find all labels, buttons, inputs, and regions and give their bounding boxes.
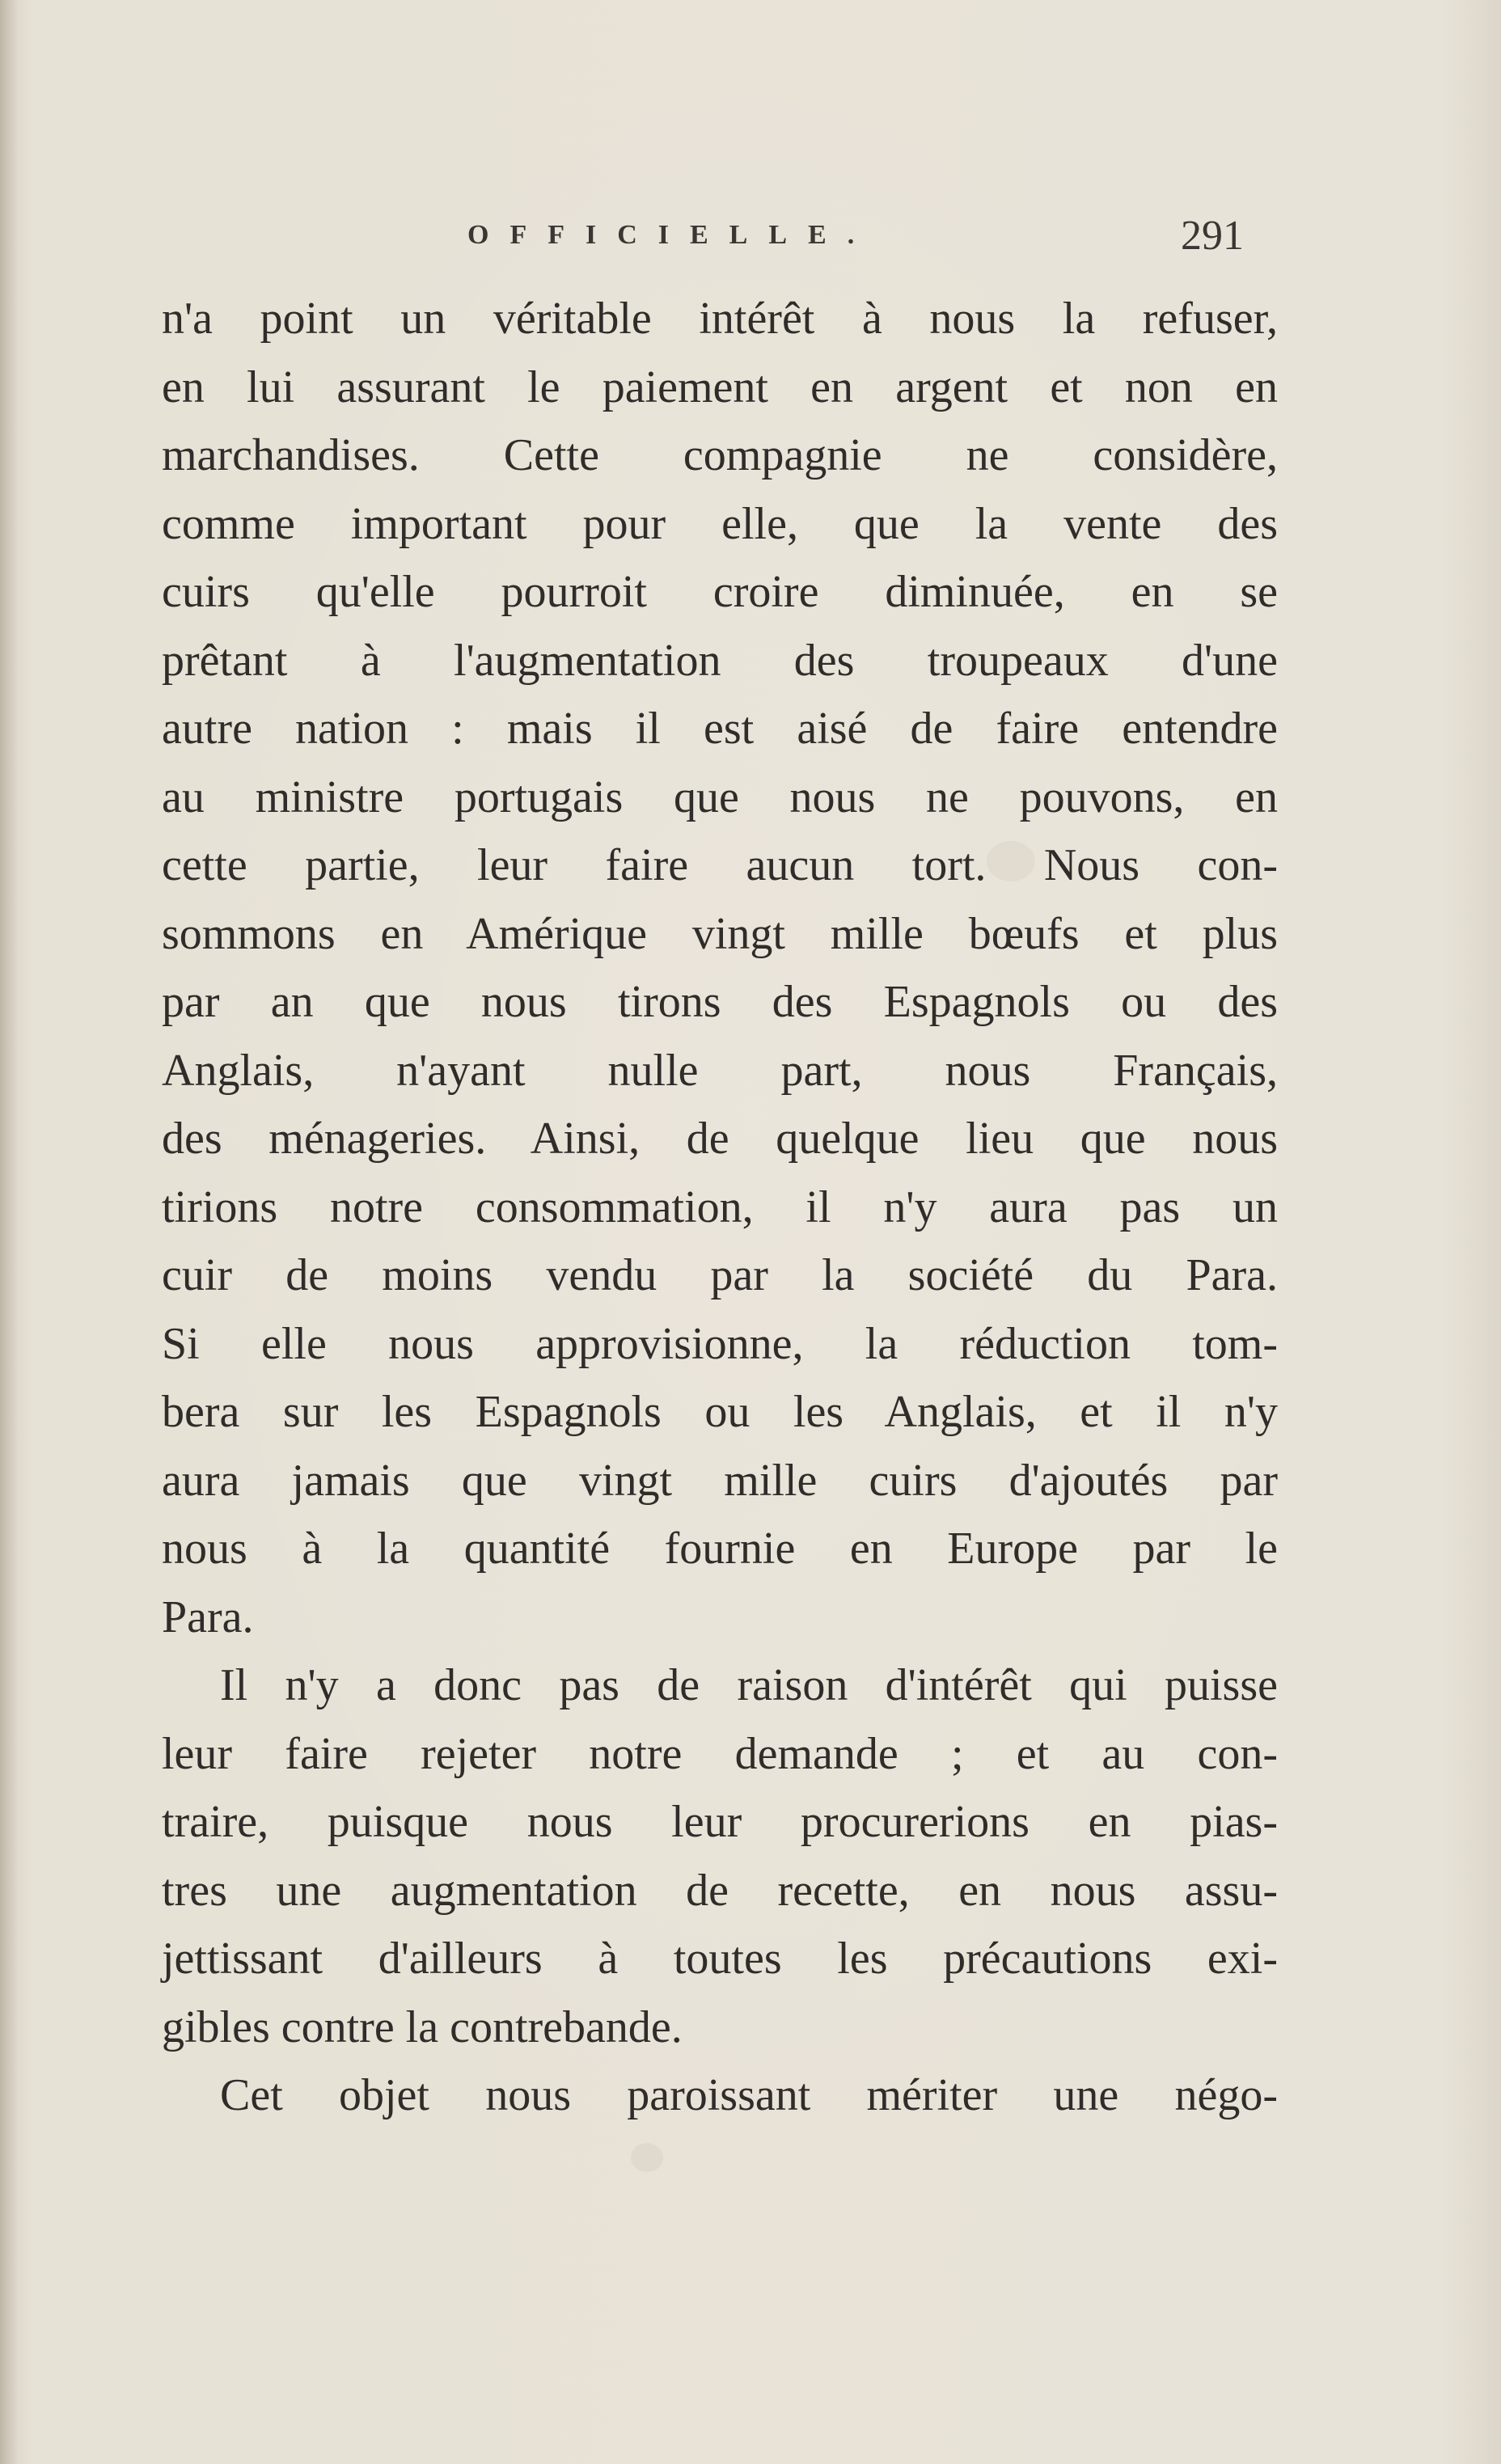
text-line: Cet objet nous paroissant mériter une négo- [220,2070,1278,2120]
text-line: autre nation : mais il est aisé de faire entendre [162,704,1278,754]
paragraph [162,1651,1278,2061]
text-line: Anglais, n'ayant nulle part, nous Français, [162,1045,1278,1096]
text-line: tres une augmentation de recette, en nous assu- [162,1865,1278,1916]
running-head [0,212,1501,277]
text-line: leur faire rejeter notre demande ; et au con- [162,1728,1278,1779]
text-line: cuirs qu'elle pourroit croire diminuée, en se [162,567,1278,617]
text-line: traire, puisque nous leur procurerions en pias- [162,1797,1278,1847]
text-line: Il n'y a donc pas de raison d'intérêt qui puisse [220,1660,1278,1710]
text-line: par an que nous tirons des Espagnols ou des [162,977,1278,1027]
text-line: Para. [162,1591,254,1642]
text-line: cette partie, leur faire aucun tort. Nous con- [162,840,1278,890]
page-gutter [0,0,18,2464]
text-line: au ministre portugais que nous ne pouvons, en [162,771,1278,822]
running-title: OFFICIELLE. [467,220,876,250]
text-line: en lui assurant le paiement en argent et non en [162,361,1278,412]
text-line: n'a point un véritable intérêt à nous la refuser, [162,294,1278,344]
page-number: 291 [1181,213,1244,259]
paragraph [162,285,1278,1651]
text-line: nous à la quantité fournie en Europe par le [162,1524,1278,1574]
text-line: comme important pour elle, que la vente des [162,498,1278,549]
text-line: Si elle nous approvisionne, la réduction tom- [162,1318,1278,1369]
text-line: aura jamais que vingt mille cuirs d'ajoutés par [162,1455,1278,1506]
text-line: jettissant d'ailleurs à toutes les précautions exi- [162,1934,1278,1984]
text-line: sommons en Amérique vingt mille bœufs et plus [162,908,1278,959]
paragraph [162,2061,1278,2130]
text-line: tirions notre consommation, il n'y aura pas un [162,1181,1278,1232]
body-text [162,285,1278,2130]
text-line: prêtant à l'augmentation des troupeaux d'une [162,635,1278,686]
text-line: marchandises. Cette compagnie ne considère, [162,430,1278,480]
text-line: gibles contre la contrebande. [162,2001,683,2052]
text-line: bera sur les Espagnols ou les Anglais, et il n'y [162,1387,1278,1437]
paper-stain [631,2143,663,2172]
text-line: cuir de moins vendu par la société du Para. [162,1250,1278,1300]
text-line: des ménageries. Ainsi, de quelque lieu que nous [162,1114,1278,1164]
